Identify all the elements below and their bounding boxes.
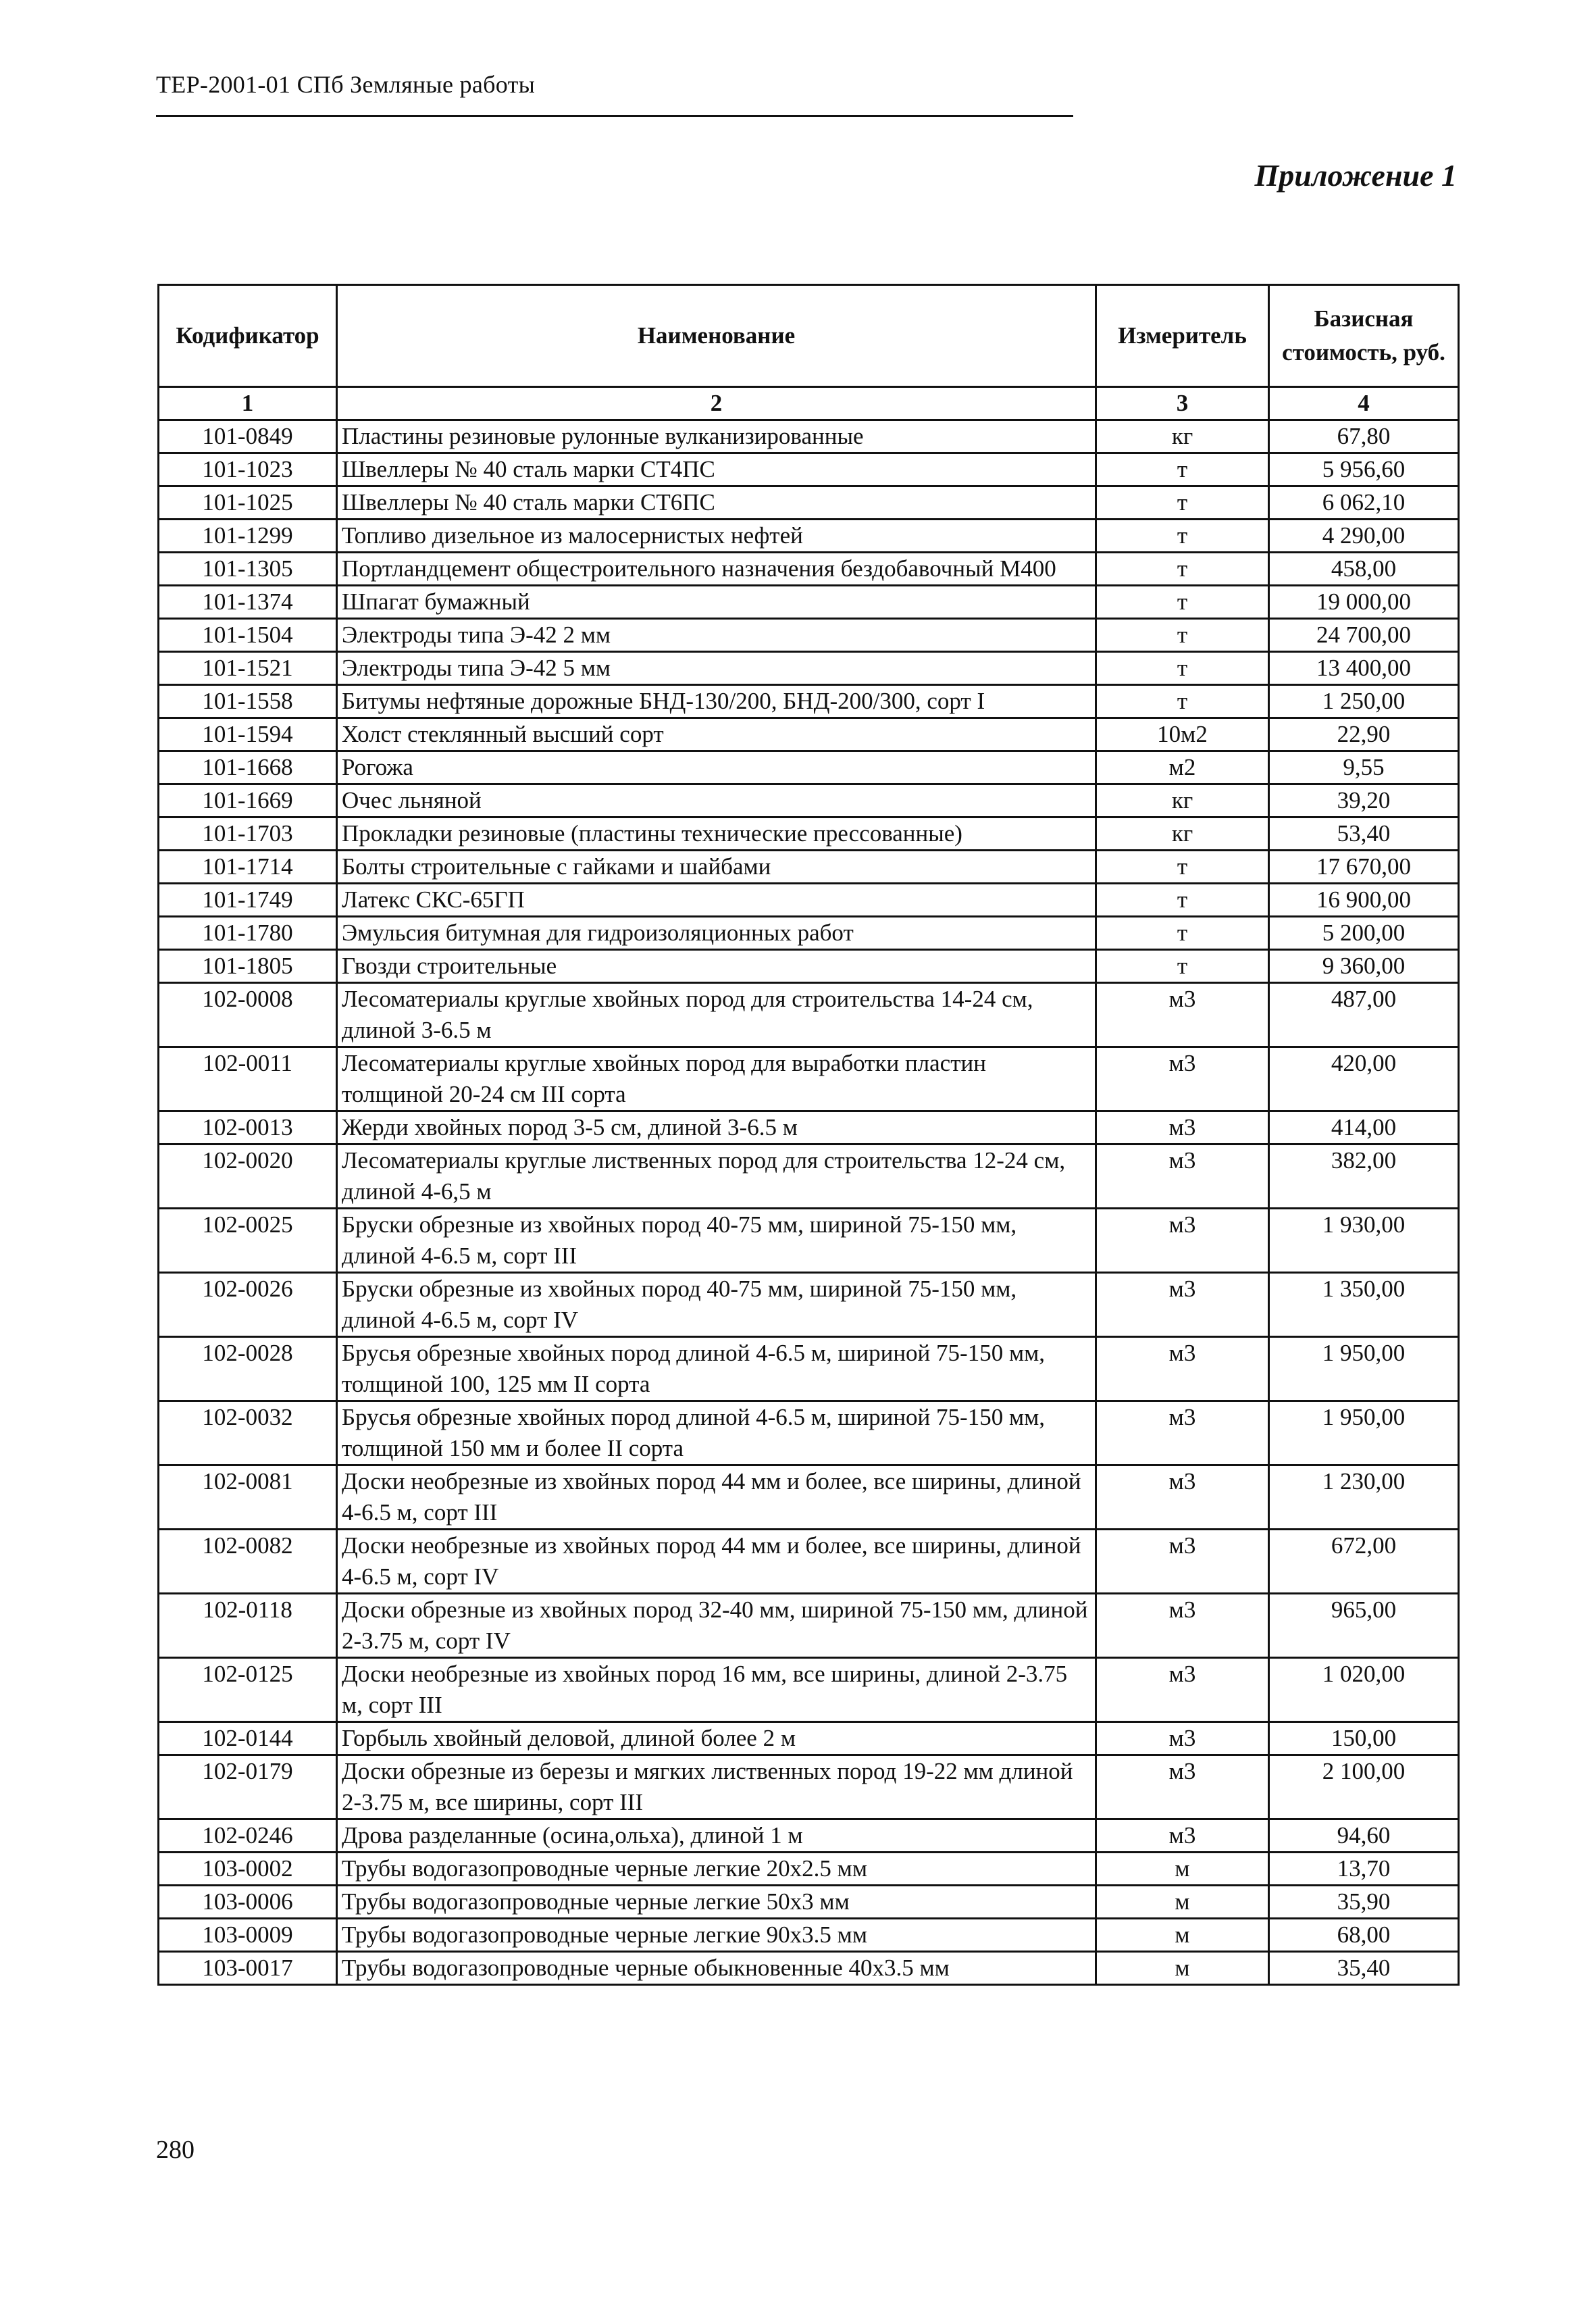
table-row (159, 784, 1459, 818)
row-code: 102-0144 (159, 1722, 337, 1755)
row-cost: 24 700,00 (1269, 619, 1459, 652)
column-header-code: Кодификатор (159, 285, 337, 387)
table-row (159, 851, 1459, 884)
table-row (159, 1337, 1459, 1401)
table-row (159, 1047, 1459, 1111)
row-unit: м3 (1096, 1722, 1269, 1755)
row-code: 101-1805 (159, 950, 337, 983)
table-row (159, 1658, 1459, 1722)
row-name: Топливо дизельное из малосернистых нефтей (337, 520, 1096, 553)
row-name: Гвозди строительные (337, 950, 1096, 983)
row-code: 102-0081 (159, 1465, 337, 1530)
row-unit: м (1096, 1853, 1269, 1886)
row-cost: 458,00 (1269, 553, 1459, 586)
row-cost: 22,90 (1269, 718, 1459, 751)
materials-table (157, 284, 1460, 1986)
row-name: Брусья обрезные хвойных пород длиной 4-6.5 м, шириной 75-150 мм, толщиной 100, 125 мм II сорта (337, 1337, 1096, 1401)
row-unit: м3 (1096, 1047, 1269, 1111)
table-row (159, 1401, 1459, 1465)
row-unit: м (1096, 1919, 1269, 1952)
row-cost: 414,00 (1269, 1111, 1459, 1145)
row-code: 101-1305 (159, 553, 337, 586)
column-header-name: Наименование (337, 285, 1096, 387)
row-cost: 94,60 (1269, 1819, 1459, 1853)
table-row (159, 685, 1459, 718)
row-unit: м3 (1096, 1594, 1269, 1658)
row-name: Швеллеры № 40 сталь марки СТ4ПС (337, 453, 1096, 486)
row-unit: т (1096, 685, 1269, 718)
row-code: 101-1558 (159, 685, 337, 718)
row-unit: м3 (1096, 1145, 1269, 1209)
row-unit: м3 (1096, 1658, 1269, 1722)
table-row (159, 520, 1459, 553)
table-row (159, 586, 1459, 619)
row-name: Битумы нефтяные дорожные БНД-130/200, БНД-200/300, сорт I (337, 685, 1096, 718)
row-unit: м (1096, 1952, 1269, 1985)
row-cost: 1 350,00 (1269, 1273, 1459, 1337)
row-cost: 382,00 (1269, 1145, 1459, 1209)
row-cost: 965,00 (1269, 1594, 1459, 1658)
table-row (159, 619, 1459, 652)
row-name: Трубы водогазопроводные черные легкие 90х3.5 мм (337, 1919, 1096, 1952)
row-cost: 39,20 (1269, 784, 1459, 818)
row-code: 101-1714 (159, 851, 337, 884)
row-cost: 67,80 (1269, 420, 1459, 453)
table-row (159, 1853, 1459, 1886)
row-code: 101-1504 (159, 619, 337, 652)
row-name: Доски необрезные из хвойных пород 44 мм и более, все ширины, длиной 4-6.5 м, сорт IV (337, 1530, 1096, 1594)
row-name: Пластины резиновые рулонные вулканизированные (337, 420, 1096, 453)
row-name: Лесоматериалы круглые хвойных пород для строительства 14-24 см, длиной 3-6.5 м (337, 983, 1096, 1047)
table-row (159, 884, 1459, 917)
row-code: 103-0009 (159, 1919, 337, 1952)
row-name: Дрова разделанные (осина,ольха), длиной 1 м (337, 1819, 1096, 1853)
row-name: Доски обрезные из хвойных пород 32-40 мм, шириной 75-150 мм, длиной 2-3.75 м, сорт IV (337, 1594, 1096, 1658)
page-number: 280 (156, 2136, 195, 2164)
row-name: Электроды типа Э-42 5 мм (337, 652, 1096, 685)
table-row (159, 420, 1459, 453)
row-name: Трубы водогазопроводные черные легкие 20х2.5 мм (337, 1853, 1096, 1886)
table-row (159, 917, 1459, 950)
column-header-unit: Измеритель (1096, 285, 1269, 387)
table-row (159, 1465, 1459, 1530)
row-cost: 13,70 (1269, 1853, 1459, 1886)
row-name: Доски необрезные из хвойных пород 44 мм и более, все ширины, длиной 4-6.5 м, сорт III (337, 1465, 1096, 1530)
table-row (159, 1919, 1459, 1952)
row-cost: 5 200,00 (1269, 917, 1459, 950)
row-unit: м3 (1096, 1337, 1269, 1401)
table-row (159, 950, 1459, 983)
row-name: Брусья обрезные хвойных пород длиной 4-6.5 м, шириной 75-150 мм, толщиной 150 мм и более II сорта (337, 1401, 1096, 1465)
row-unit: кг (1096, 420, 1269, 453)
row-code: 102-0013 (159, 1111, 337, 1145)
table-row (159, 453, 1459, 486)
row-unit: кг (1096, 818, 1269, 851)
row-code: 101-1374 (159, 586, 337, 619)
row-unit: т (1096, 950, 1269, 983)
row-code: 101-1025 (159, 486, 337, 520)
row-unit: м3 (1096, 1273, 1269, 1337)
row-name: Шпагат бумажный (337, 586, 1096, 619)
row-code: 102-0026 (159, 1273, 337, 1337)
row-unit: 10м2 (1096, 718, 1269, 751)
row-code: 101-1594 (159, 718, 337, 751)
row-unit: т (1096, 851, 1269, 884)
row-code: 102-0025 (159, 1209, 337, 1273)
row-code: 102-0118 (159, 1594, 337, 1658)
row-name: Болты строительные с гайками и шайбами (337, 851, 1096, 884)
row-code: 101-1669 (159, 784, 337, 818)
row-cost: 13 400,00 (1269, 652, 1459, 685)
row-cost: 16 900,00 (1269, 884, 1459, 917)
row-code: 101-1299 (159, 520, 337, 553)
column-number: 2 (337, 387, 1096, 420)
row-name: Эмульсия битумная для гидроизоляционных работ (337, 917, 1096, 950)
row-unit: т (1096, 453, 1269, 486)
row-unit: т (1096, 619, 1269, 652)
row-name: Прокладки резиновые (пластины технические прессованные) (337, 818, 1096, 851)
row-name: Швеллеры № 40 сталь марки СТ6ПС (337, 486, 1096, 520)
table-row (159, 1755, 1459, 1819)
row-unit: м3 (1096, 1111, 1269, 1145)
row-name: Рогожа (337, 751, 1096, 784)
row-name: Холст стеклянный высший сорт (337, 718, 1096, 751)
row-code: 102-0179 (159, 1755, 337, 1819)
row-code: 102-0011 (159, 1047, 337, 1111)
table-row (159, 1530, 1459, 1594)
row-cost: 1 020,00 (1269, 1658, 1459, 1722)
row-cost: 1 950,00 (1269, 1337, 1459, 1401)
row-cost: 4 290,00 (1269, 520, 1459, 553)
row-name: Лесоматериалы круглые хвойных пород для выработки пластин толщиной 20-24 см III сорта (337, 1047, 1096, 1111)
row-unit: т (1096, 652, 1269, 685)
row-unit: м3 (1096, 1465, 1269, 1530)
row-unit: м3 (1096, 1755, 1269, 1819)
row-cost: 150,00 (1269, 1722, 1459, 1755)
row-code: 102-0246 (159, 1819, 337, 1853)
table-row (159, 652, 1459, 685)
row-unit: т (1096, 884, 1269, 917)
row-cost: 672,00 (1269, 1530, 1459, 1594)
row-name: Трубы водогазопроводные черные обыкновенные 40х3.5 мм (337, 1952, 1096, 1985)
row-cost: 17 670,00 (1269, 851, 1459, 884)
table-row (159, 1722, 1459, 1755)
row-name: Трубы водогазопроводные черные легкие 50х3 мм (337, 1886, 1096, 1919)
row-code: 102-0028 (159, 1337, 337, 1401)
table-row (159, 1145, 1459, 1209)
table-row (159, 818, 1459, 851)
row-code: 103-0002 (159, 1853, 337, 1886)
row-unit: м3 (1096, 983, 1269, 1047)
row-cost: 1 930,00 (1269, 1209, 1459, 1273)
row-code: 102-0008 (159, 983, 337, 1047)
row-cost: 487,00 (1269, 983, 1459, 1047)
row-name: Бруски обрезные из хвойных пород 40-75 мм, шириной 75-150 мм, длиной 4-6.5 м, сорт III (337, 1209, 1096, 1273)
row-code: 102-0032 (159, 1401, 337, 1465)
row-unit: м3 (1096, 1401, 1269, 1465)
row-name: Очес льняной (337, 784, 1096, 818)
table-row (159, 553, 1459, 586)
table-row (159, 1273, 1459, 1337)
row-name: Электроды типа Э-42 2 мм (337, 619, 1096, 652)
row-name: Жерди хвойных пород 3-5 см, длиной 3-6.5 м (337, 1111, 1096, 1145)
row-cost: 1 250,00 (1269, 685, 1459, 718)
row-cost: 35,40 (1269, 1952, 1459, 1985)
row-name: Доски необрезные из хвойных пород 16 мм, все ширины, длиной 2-3.75 м, сорт III (337, 1658, 1096, 1722)
row-cost: 68,00 (1269, 1919, 1459, 1952)
row-unit: т (1096, 586, 1269, 619)
row-cost: 420,00 (1269, 1047, 1459, 1111)
row-unit: кг (1096, 784, 1269, 818)
row-cost: 1 950,00 (1269, 1401, 1459, 1465)
table-row (159, 1594, 1459, 1658)
row-unit: т (1096, 917, 1269, 950)
table-row (159, 983, 1459, 1047)
row-cost: 2 100,00 (1269, 1755, 1459, 1819)
row-name: Портландцемент общестроительного назначения бездобавочный М400 (337, 553, 1096, 586)
row-code: 101-1521 (159, 652, 337, 685)
table-header-row (159, 285, 1459, 387)
appendix-label: Приложение 1 (1254, 158, 1457, 193)
row-name: Горбыль хвойный деловой, длиной более 2 м (337, 1722, 1096, 1755)
row-cost: 5 956,60 (1269, 453, 1459, 486)
table-row (159, 751, 1459, 784)
row-code: 101-1749 (159, 884, 337, 917)
column-number-row (159, 387, 1459, 420)
table-row (159, 1111, 1459, 1145)
column-header-cost: Базисная стоимость, руб. (1269, 285, 1459, 387)
row-code: 103-0006 (159, 1886, 337, 1919)
row-cost: 53,40 (1269, 818, 1459, 851)
row-cost: 6 062,10 (1269, 486, 1459, 520)
table-row (159, 1886, 1459, 1919)
row-unit: м3 (1096, 1530, 1269, 1594)
row-code: 101-0849 (159, 420, 337, 453)
row-cost: 1 230,00 (1269, 1465, 1459, 1530)
table-row (159, 1209, 1459, 1273)
row-cost: 19 000,00 (1269, 586, 1459, 619)
row-unit: т (1096, 486, 1269, 520)
row-code: 102-0020 (159, 1145, 337, 1209)
table-row (159, 1952, 1459, 1985)
row-unit: м2 (1096, 751, 1269, 784)
row-cost: 9 360,00 (1269, 950, 1459, 983)
row-name: Латекс СКС-65ГП (337, 884, 1096, 917)
row-code: 101-1023 (159, 453, 337, 486)
column-number: 4 (1269, 387, 1459, 420)
row-name: Доски обрезные из березы и мягких лиственных пород 19-22 мм длиной 2-3.75 м, все ширины, сорт III (337, 1755, 1096, 1819)
row-name: Лесоматериалы круглые лиственных пород для строительства 12-24 см, длиной 4-6,5 м (337, 1145, 1096, 1209)
row-code: 101-1780 (159, 917, 337, 950)
row-cost: 9,55 (1269, 751, 1459, 784)
row-unit: м (1096, 1886, 1269, 1919)
header-divider (156, 115, 1073, 117)
row-unit: м3 (1096, 1819, 1269, 1853)
row-unit: т (1096, 553, 1269, 586)
row-code: 102-0125 (159, 1658, 337, 1722)
table-row (159, 718, 1459, 751)
row-cost: 35,90 (1269, 1886, 1459, 1919)
row-unit: т (1096, 520, 1269, 553)
column-number: 3 (1096, 387, 1269, 420)
row-name: Бруски обрезные из хвойных пород 40-75 мм, шириной 75-150 мм, длиной 4-6.5 м, сорт IV (337, 1273, 1096, 1337)
row-code: 102-0082 (159, 1530, 337, 1594)
row-code: 101-1668 (159, 751, 337, 784)
row-code: 101-1703 (159, 818, 337, 851)
table-row (159, 486, 1459, 520)
row-code: 103-0017 (159, 1952, 337, 1985)
table-row (159, 1819, 1459, 1853)
document-title: ТЕР-2001-01 СПб Земляные работы (156, 71, 536, 98)
row-unit: м3 (1096, 1209, 1269, 1273)
column-number: 1 (159, 387, 337, 420)
